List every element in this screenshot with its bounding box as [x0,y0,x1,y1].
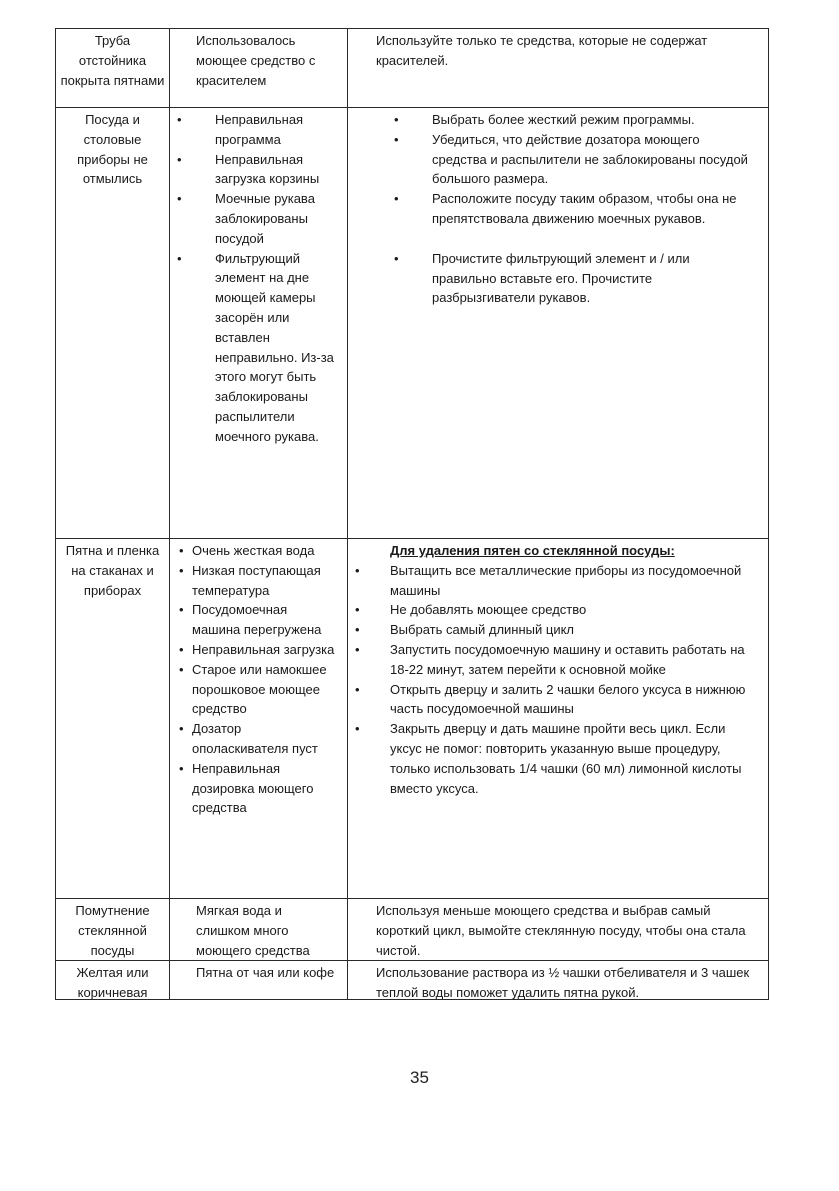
cause-item: • Неправильная дозировка моющего средства [174,759,343,818]
troubleshooting-table-wrapper [55,28,768,1000]
solution-item: • Открыть дверцу и залить 2 чашки белого уксуса в нижнюю часть посудомоечной машины [352,680,764,720]
solution-cell [348,29,769,108]
cause-text: Пятна от чая или кофе [196,965,335,981]
table-row [56,961,769,1000]
problem-text: Помутнение стеклянной посуды [75,903,150,958]
solution-item: • Закрыть дверцу и дать машине пройти весь цикл. Если уксус не помог: повторить указанную выше процедуру, только использовать 1/4 чашки (60 мл) лимонной кислоты вместо уксуса. [352,719,764,798]
cause-item: • Моечные рукава заблокированы посудой [174,189,343,248]
solution-item: • Убедиться, что действие дозатора моющего средства и распылители не заблокированы посудой большого размера. [352,130,764,189]
table-row [56,108,769,539]
cause-text: Мягкая вода и слишком много моющего средства [196,903,310,958]
solution-text: Используйте только те средства, которые не содержат красителей. [376,33,708,68]
cause-item: • Старое или намокшее порошковое моющее средство [174,660,343,719]
solution-item: • Запустить посудомоечную машину и оставить работать на 18-22 минут, затем перейти к основной мойке [352,640,764,680]
cause-item: • Неправильная загрузка корзины [174,150,343,190]
problem-cell [56,899,170,961]
solution-item: • Не добавлять моющее средство [352,600,764,620]
problem-text: Желтая или коричневая [76,965,149,1000]
solution-item: • Вытащить все металлические приборы из посудомоечной машины [352,561,764,601]
problem-cell [56,29,170,108]
cause-item: • Неправильная загрузка [174,640,343,660]
solution-text: Используя меньше моющего средства и выбрав самый короткий цикл, вымойте стеклянную посуду, чтобы она стала чистой. [376,903,746,958]
solution-heading: Для удаления пятен со стеклянной посуды: [390,543,675,558]
cause-list [174,110,343,447]
solution-item: • Выбрать более жесткий режим программы. [352,110,764,130]
cause-item: • Фильтрующий элемент на дне моющей камеры засорён или вставлен неправильно. Из-за этого могут быть заблокированы распылители моечного рукава. [174,249,343,447]
solution-cell [348,961,769,1000]
cause-text: Использовалось моющее средство с красителем [196,33,316,88]
problem-cell [56,961,170,1000]
cause-cell [170,29,348,108]
solution-cell [348,108,769,539]
cause-item: • Низкая поступающая температура [174,561,343,601]
cause-cell [170,961,348,1000]
cause-list [174,541,343,818]
cause-cell [170,108,348,539]
solution-list [352,561,764,799]
problem-cell [56,539,170,899]
solution-cell [348,539,769,899]
solution-item: • Прочистите фильтрующий элемент и / или правильно вставьте его. Прочистите разбрызгиватели рукавов. [352,249,764,308]
problem-text: Посуда и столовые приборы не отмылись [77,112,148,187]
cause-cell [170,539,348,899]
solution-item: • Выбрать самый длинный цикл [352,620,764,640]
problem-text: Труба отстойника покрыта пятнами [60,33,165,88]
solution-cell [348,899,769,961]
solution-list [352,110,764,308]
table-row [56,899,769,961]
cause-item: • Посудомоечная машина перегружена [174,600,343,640]
cause-item: • Очень жесткая вода [174,541,343,561]
cause-item: • Неправильная программа [174,110,343,150]
problem-text: Пятна и пленка на стаканах и приборах [65,543,160,598]
page-number: 35 [410,1068,429,1087]
table-row [56,29,769,108]
cause-item: • Дозатор ополаскивателя пуст [174,719,343,759]
solution-text: Использование раствора из ½ чашки отбеливателя и 3 чашек теплой воды поможет удалить пятна рукой. [376,965,750,1000]
solution-item: • Расположите посуду таким образом, чтобы она не препятствовала движению моечных рукавов. [352,189,764,229]
cause-cell [170,899,348,961]
table-row [56,539,769,899]
troubleshooting-table [55,28,769,1000]
problem-cell [56,108,170,539]
